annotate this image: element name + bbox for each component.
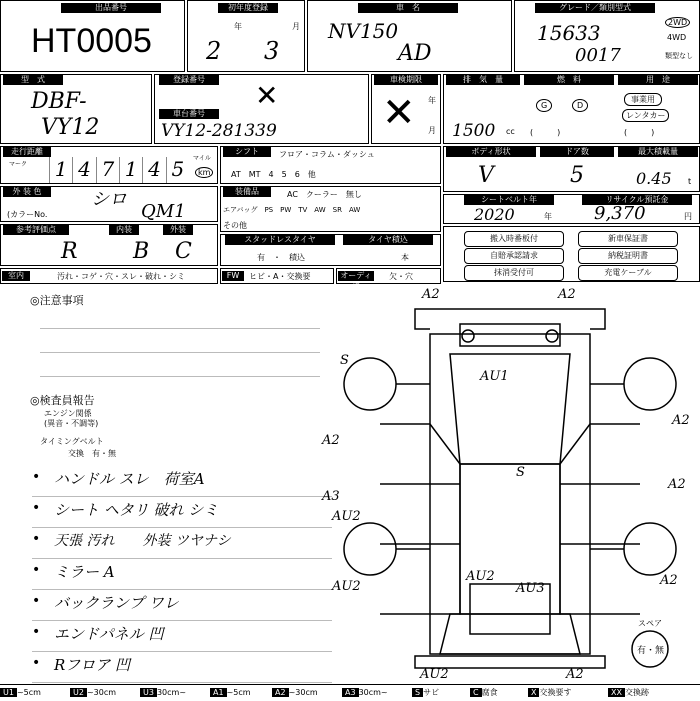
grade-value-2: 0017	[575, 45, 621, 66]
damage-mark: AU2	[466, 569, 495, 584]
legend-item: C 腐食	[470, 685, 528, 700]
model-box	[0, 74, 152, 144]
mileage-unit-mile: マイル	[193, 155, 211, 162]
displacement-label: 排 気 量	[446, 75, 520, 85]
side-left	[380, 424, 460, 614]
report-item: • シート ヘタリ 破れ シミ	[32, 497, 332, 528]
inspection-label: 車検期限	[374, 75, 438, 85]
damage-mark: AU2	[420, 667, 449, 682]
usage-business: 事業用	[624, 93, 662, 106]
usage-rental: レンタカー	[622, 109, 669, 122]
drive-none: 類型なし	[665, 52, 693, 60]
spec-box	[443, 74, 700, 144]
ref-value: R	[61, 239, 78, 264]
fw-box	[220, 268, 334, 284]
engine-label: エンジン関係	[44, 409, 92, 418]
car-damage-diagram	[320, 284, 700, 684]
headlight-left	[462, 330, 474, 342]
first-reg-year: 2	[206, 37, 222, 65]
hood-panel	[460, 324, 560, 346]
headlight-right	[546, 330, 558, 342]
damage-mark: AU2	[332, 509, 361, 524]
legend-item: U3 30cm~	[140, 685, 210, 700]
documents-box	[443, 226, 700, 282]
report-item: • バックランプ ワレ	[32, 590, 332, 621]
seatbelt-box	[443, 194, 700, 224]
lot-label: 出品番号	[61, 3, 161, 13]
model-value-1: DBF-	[31, 89, 87, 114]
spare-options: 有・無	[637, 646, 665, 656]
wheel-rear-right	[624, 523, 676, 575]
recycle-value: 9,370	[594, 203, 646, 224]
usage-paren: ( )	[624, 128, 655, 137]
interior-label: 内装	[109, 225, 139, 235]
mileage-box	[0, 146, 218, 184]
note-line	[40, 376, 320, 377]
wheel-front-left	[344, 358, 396, 410]
seatbelt-label: シートベルト年	[464, 195, 554, 205]
lot-number-box	[0, 0, 185, 72]
inspection-box	[371, 74, 441, 144]
body-value: V	[478, 163, 494, 188]
damage-mark: A2	[660, 573, 678, 588]
damage-mark: A2	[558, 287, 576, 302]
seatbelt-unit: 年	[544, 212, 552, 221]
tire-box	[220, 234, 441, 266]
doc-insurance: 自賠承認請求	[464, 248, 564, 264]
side-right	[560, 424, 640, 614]
legend-item: XX 交換跡	[608, 685, 688, 700]
body-label: ボディ形状	[446, 147, 536, 157]
report-list	[32, 466, 332, 683]
capacity-label: 最大積載量	[618, 147, 698, 157]
shift-label: シフト	[223, 147, 271, 157]
inspector-title: ◎検査員報告	[30, 394, 95, 407]
mileage-digit: 5	[166, 157, 189, 183]
displacement-unit: cc	[506, 127, 515, 136]
wheel-front-right	[624, 358, 676, 410]
doc-charging-cable: 充電ケーブル	[578, 265, 678, 281]
roof-panel	[460, 464, 560, 614]
report-item-text: 天張 汚れ 外装 ツヤナシ	[54, 533, 231, 549]
room-options: 汚れ・コゲ・穴・スレ・破れ・シミ	[57, 272, 185, 281]
body-box	[443, 146, 700, 192]
damage-mark: AU2	[332, 579, 361, 594]
grade-box	[514, 0, 700, 72]
mileage-label: 走行距離	[3, 147, 51, 157]
notes-title: ◎注意事項	[30, 294, 84, 307]
damage-mark: A2	[672, 413, 690, 428]
color-code-label: (カラーNo.	[7, 210, 48, 219]
damage-mark: AU1	[480, 369, 509, 384]
report-item-text: エンドパネル 凹	[54, 625, 164, 643]
report-item-text: ハンドル スレ 荷室A	[54, 470, 205, 488]
report-item: • エンドパネル 凹	[32, 621, 332, 652]
chassis-label: 車台番号	[159, 109, 219, 119]
inspection-year: 年	[428, 96, 436, 105]
shift-box	[220, 146, 441, 184]
first-registration-box	[187, 0, 305, 72]
legend-item: A1 ~5cm	[210, 685, 272, 700]
drive-4wd: 4WD	[667, 33, 687, 42]
model-label: 型 式	[3, 75, 63, 85]
report-item: • ハンドル スレ 荷室A	[32, 466, 332, 497]
equipment-box	[220, 186, 441, 232]
month-unit: 月	[292, 22, 300, 31]
first-reg-label: 初年度登録	[218, 3, 278, 13]
legend-item: S サビ	[412, 685, 470, 700]
report-item: • Rフロア 凹	[32, 652, 332, 683]
reg-no-value: ✕	[255, 79, 279, 112]
legend-item: A3 30cm~	[342, 685, 412, 700]
doc-delivery-plate: 搬入時番板付	[464, 231, 564, 247]
exterior-label: 外装	[163, 225, 193, 235]
shift-options: フロア・コラム・ダッシュ	[279, 150, 375, 159]
tire-label: タイヤ積込	[343, 235, 433, 245]
legend-item: U2 ~30cm	[70, 685, 140, 700]
front-bumper-outline	[415, 309, 605, 329]
doors-label: ドア数	[540, 147, 614, 157]
color-box	[0, 186, 218, 222]
mileage-digit: 1	[119, 157, 142, 183]
room-box	[0, 268, 218, 284]
equipment-line-2: エアバッグ PS PW TV AW SR AW	[223, 206, 361, 214]
equipment-other: その他	[223, 221, 247, 230]
studless-options: 有 ・ 積込	[257, 253, 305, 262]
recycle-unit: 円	[684, 212, 692, 221]
damage-mark: A3	[322, 489, 340, 504]
equipment-label: 装備品	[223, 187, 271, 197]
reg-no-label: 登録番号	[159, 75, 219, 85]
registration-box	[154, 74, 369, 144]
drive-2wd: 2WD	[665, 17, 690, 28]
fuel-label: 燃 料	[524, 75, 614, 85]
equipment-line-1: AC クーラー 無し	[287, 190, 362, 199]
report-item: • 天張 汚れ 外装 ツヤナシ	[32, 528, 332, 559]
color-label: 外 装 色	[3, 187, 51, 197]
car-grade: AD	[398, 41, 432, 66]
audio-box	[336, 268, 441, 290]
seatbelt-value: 2020	[474, 205, 515, 224]
tire-unit: 本	[401, 253, 409, 262]
rating-box	[0, 224, 218, 266]
mileage-sublabel: マーク	[9, 161, 28, 168]
note-line	[40, 328, 320, 329]
shift-options-2: AT MT 4 5 6 他	[231, 170, 316, 179]
inspection-value: ✕	[382, 90, 416, 136]
model-value-2: VY12	[41, 115, 100, 140]
report-item-text: ミラー A	[54, 563, 115, 581]
mileage-digits	[49, 157, 189, 183]
timing-label: タイミングベルト	[40, 437, 104, 446]
recycle-label: リサイクル預託金	[582, 195, 692, 205]
wheel-rear-left	[344, 523, 396, 575]
year-unit: 年	[234, 22, 242, 31]
fuel-d: D	[572, 99, 588, 112]
damage-mark: A2	[422, 287, 440, 302]
audio-options: 欠・穴	[389, 272, 413, 281]
lot-number: HT0005	[31, 22, 152, 60]
fw-label: FW	[222, 271, 244, 281]
audio-label: オーディオ	[338, 271, 374, 281]
car-name: NV150	[328, 19, 399, 43]
usage-label: 用 途	[618, 75, 698, 85]
mileage-digit: 4	[142, 157, 165, 183]
capacity-value: 0.45	[636, 169, 672, 188]
spare-label: スペア	[638, 619, 662, 628]
timing-options: 交換 有・無	[68, 449, 116, 458]
doc-tax-certificate: 納税証明書	[578, 248, 678, 264]
note-line	[40, 352, 320, 353]
damage-legend	[0, 684, 700, 700]
report-item: • ミラー A	[32, 559, 332, 590]
doors-value: 5	[570, 163, 584, 188]
mileage-digit: 4	[72, 157, 95, 183]
mileage-digit: 1	[49, 157, 72, 183]
displacement-value: 1500	[452, 121, 496, 141]
car-name-box	[307, 0, 512, 72]
color-code-value: QM1	[141, 201, 186, 222]
damage-mark: A2	[566, 667, 584, 682]
grade-label: グレード／類別型式	[535, 3, 655, 13]
legend-item: A2 ~30cm	[272, 685, 342, 700]
interior-value: B	[133, 239, 150, 264]
fuel-paren: ( )	[530, 128, 561, 137]
exterior-value: C	[175, 239, 192, 264]
studless-label: スタッドレスタイヤ	[225, 235, 335, 245]
report-item-text: バックランプ ワレ	[54, 594, 179, 612]
damage-mark: S	[516, 465, 525, 480]
car-name-label: 車 名	[358, 3, 458, 13]
capacity-unit: t	[688, 177, 692, 186]
color-value: シロ	[91, 189, 127, 210]
fw-options: ヒビ・A・交換要	[249, 272, 311, 281]
damage-mark: AU3	[516, 581, 545, 596]
report-item-text: Rフロア 凹	[54, 656, 131, 674]
room-label: 室内	[2, 271, 30, 281]
chassis-value: VY12-281339	[161, 121, 277, 141]
ref-label: 参考評価点	[3, 225, 69, 235]
fuel-g: G	[536, 99, 552, 112]
report-item-text: シート ヘタリ 破れ シミ	[54, 501, 219, 519]
legend-item: X 交換要す	[528, 685, 608, 700]
first-reg-month: 3	[264, 37, 280, 65]
damage-mark: S	[340, 353, 349, 368]
grade-value-1: 15633	[537, 21, 601, 45]
body-outline	[430, 334, 590, 654]
doc-warranty: 新車保証書	[578, 231, 678, 247]
windshield	[450, 354, 570, 464]
engine-sub: (異音・不調等)	[44, 419, 99, 428]
legend-item: U1 ~5cm	[0, 685, 70, 700]
damage-mark: A2	[668, 477, 686, 492]
damage-mark: A2	[322, 433, 340, 448]
doc-cancellation: 抹消受付可	[464, 265, 564, 281]
mileage-digit: 7	[96, 157, 119, 183]
inspection-month: 月	[428, 126, 436, 135]
mileage-unit-km: km	[195, 167, 213, 178]
